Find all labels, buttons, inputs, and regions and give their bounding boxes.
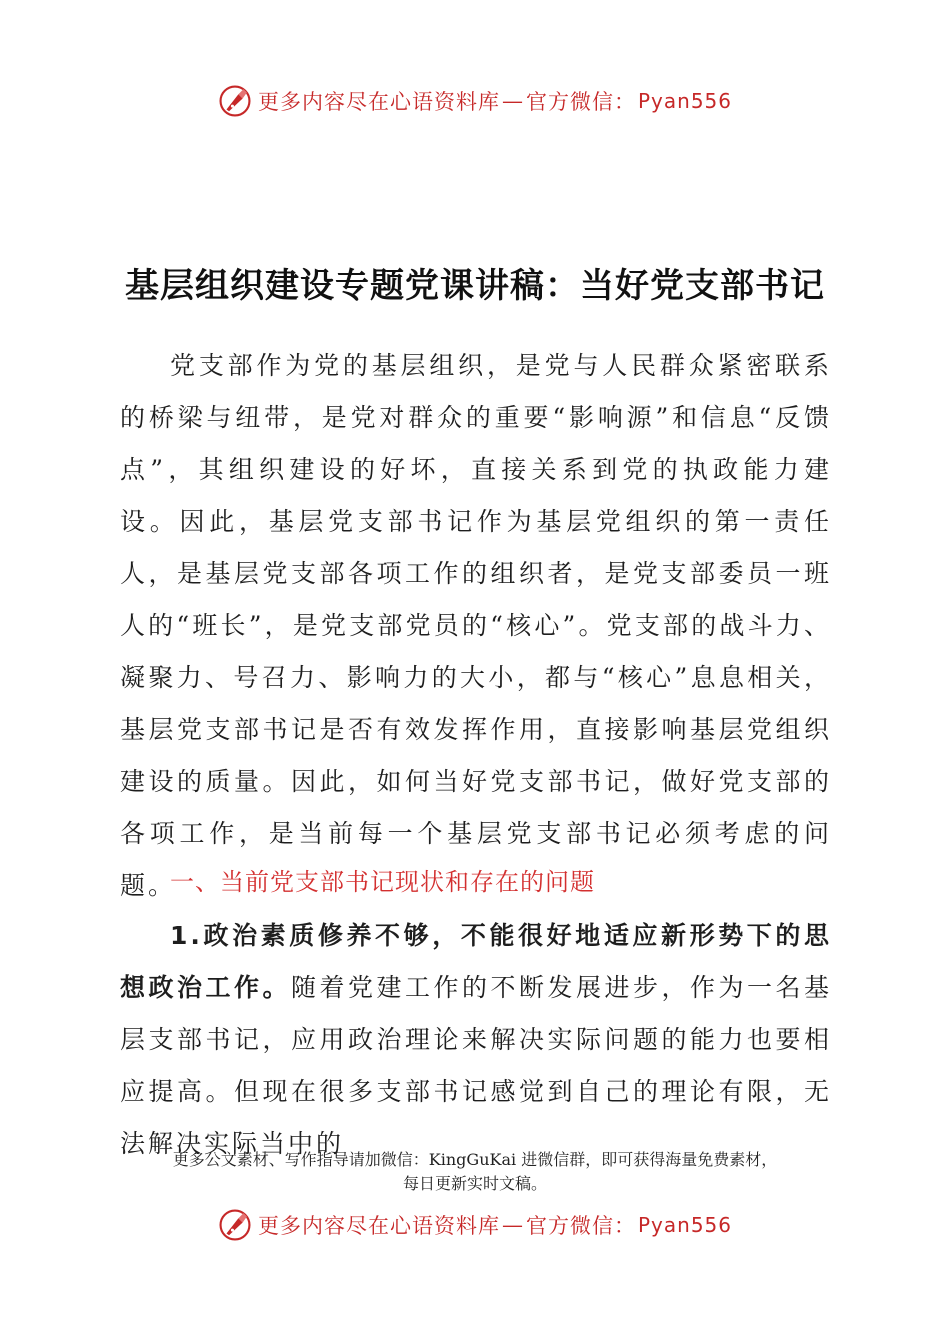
watermark-prefix: 更多内容尽在心语资料库 xyxy=(257,1214,500,1238)
watermark-prefix: 更多内容尽在心语资料库 xyxy=(257,90,500,114)
intro-paragraph: 党支部作为党的基层组织，是党与人民群众紧密联系的桥梁与纽带，是党对群众的重要“影响源”和信息“反馈点”，其组织建设的好坏，直接关系到党的执政能力建设。因此，基层党支部书记作为基层党组织的第一责任人，是基层党支部各项工作的组织者，是党支部委员一班人的“班长”，是党支部党员的“核心”。党支部的战斗力、凝聚力、号召力、影响力的大小，都与“核心”息息相关，基层党支部书记是否有效发挥作用，直接影响基层党组织建设的质量。因此，如何当好党支部书记，做好党支部的各项工作，是当前每一个基层党支部书记必须考虑的问题。 xyxy=(120,351,832,900)
point-body-text: 随着党建工作的不断发展进步，作为一名基层支部书记，应用政治理论来解决实际问题的能力也要相应提高。但现在很多支部书记感觉到自己的理论有限，无法解决实际当中的 xyxy=(120,973,832,1158)
watermark-suffix: 官方微信： xyxy=(525,1214,636,1238)
footer-line-2: 每日更新实时文稿。 xyxy=(402,1174,547,1193)
pen-nib-logo-icon xyxy=(218,1208,252,1242)
section-heading: 一、当前党支部书记现状和存在的问题 xyxy=(170,868,595,896)
watermark-suffix: 官方微信： xyxy=(525,90,636,114)
watermark-wechat-id: Pyan556 xyxy=(637,1213,732,1237)
point-bold-lead: 1.政治素质修养不够，不能很好地适应新形势下的思想政治工作。 xyxy=(120,921,832,1002)
footer-watermark xyxy=(0,1208,950,1242)
header-watermark xyxy=(0,84,950,118)
pen-nib-logo-icon xyxy=(218,84,252,118)
watermark-separator: — xyxy=(501,1213,524,1237)
watermark-separator: — xyxy=(501,89,524,113)
footer-note xyxy=(0,1148,950,1196)
document-title: 基层组织建设专题党课讲稿：当好党支部书记 xyxy=(125,266,825,306)
footer-line-1: 更多公文素材、写作指导请加微信：KingGuKai 进微信群，即可获得海量免费素材， xyxy=(172,1150,778,1169)
watermark-wechat-id: Pyan556 xyxy=(637,89,732,113)
point-paragraph xyxy=(120,910,832,1170)
